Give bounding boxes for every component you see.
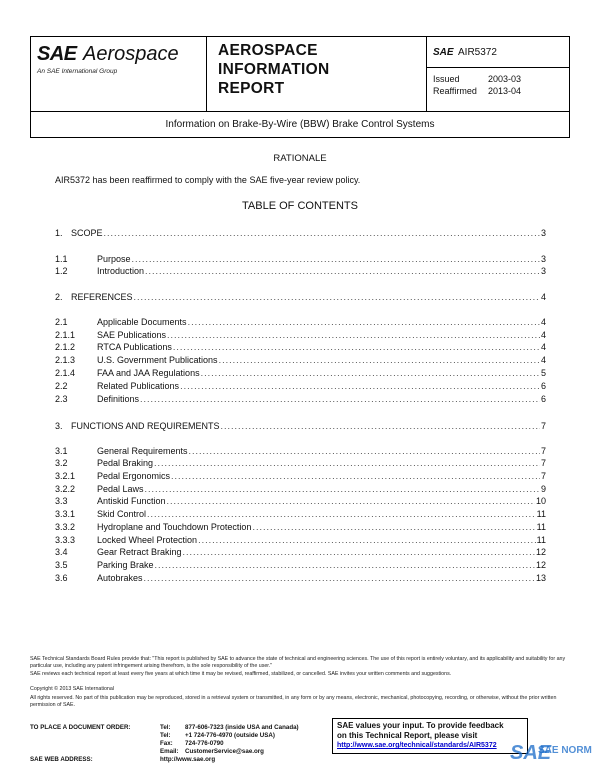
toc-entry-page: 13 <box>535 573 546 583</box>
toc-entry-page: 12 <box>535 547 546 557</box>
toc-entry-title: Pedal Laws <box>97 484 144 494</box>
toc-entry-page: 7 <box>540 421 546 431</box>
toc-entry-number: 3.3.1 <box>55 509 76 519</box>
doc-type-cell <box>206 37 427 111</box>
toc-entry-number: 1.1 <box>55 254 68 264</box>
toc-entry-page: 4 <box>540 355 546 365</box>
toc-leader-dots <box>183 546 535 558</box>
toc-entry[interactable] <box>55 227 546 239</box>
toc-entry-title: Locked Wheel Protection <box>97 535 198 545</box>
doc-number: AIR5372 <box>458 47 497 58</box>
toc-entry[interactable] <box>55 521 546 533</box>
toc-leader-dots <box>252 521 535 533</box>
toc-entry-number: 3.3 <box>55 496 68 506</box>
toc-leader-dots <box>167 495 535 507</box>
toc-heading: TABLE OF CONTENTS <box>242 200 358 212</box>
toc-entry-page: 11 <box>536 522 546 532</box>
rationale-heading: RATIONALE <box>273 153 327 164</box>
toc-entry-title: Introduction <box>97 266 145 276</box>
toc-entry-title: SCOPE <box>71 228 103 238</box>
toc-entry[interactable] <box>55 367 546 379</box>
feedback-box <box>332 718 528 754</box>
divider <box>426 67 569 68</box>
toc-entry-title: Purpose <box>97 254 131 264</box>
tel-label: Tel: <box>160 724 171 731</box>
toc-entry[interactable] <box>55 559 546 571</box>
doc-number-sae: SAE <box>433 47 454 58</box>
toc-entry-page: 12 <box>535 560 546 570</box>
doc-type-line-2: INFORMATION <box>218 61 330 78</box>
toc-leader-dots <box>144 572 535 584</box>
toc-entry-number: 2.2 <box>55 381 68 391</box>
toc-leader-dots <box>145 483 540 495</box>
toc-entry-number: 3.2.2 <box>55 484 76 494</box>
toc-entry-title: Hydroplane and Touchdown Protection <box>97 522 252 532</box>
feedback-line-2: on this Technical Report, please visit <box>337 731 478 740</box>
toc-entry-title: Parking Brake <box>97 560 154 570</box>
toc-leader-dots <box>221 420 540 432</box>
toc-entry[interactable] <box>55 341 546 353</box>
toc-entry-number: 3.3.3 <box>55 535 76 545</box>
toc-leader-dots <box>188 316 540 328</box>
toc-entry-page: 5 <box>540 368 546 378</box>
web-label: SAE WEB ADDRESS: <box>30 756 93 763</box>
toc-entry-page: 4 <box>540 292 546 302</box>
order-label: TO PLACE A DOCUMENT ORDER: <box>30 724 131 731</box>
toc-entry[interactable] <box>55 534 546 546</box>
toc-entry[interactable] <box>55 420 546 432</box>
toc-entry-page: 11 <box>536 535 546 545</box>
toc-entry-title: Applicable Documents <box>97 317 187 327</box>
tel-value: 877-606-7323 (inside USA and Canada) <box>185 724 299 731</box>
toc-entry[interactable] <box>55 316 546 328</box>
toc-entry-title: Definitions <box>97 394 140 404</box>
toc-entry-page: 4 <box>540 317 546 327</box>
toc-entry[interactable] <box>55 483 546 495</box>
doc-type-line-3: REPORT <box>218 80 285 97</box>
toc-entry-title: Skid Control <box>97 509 147 519</box>
footer-review: SAE reviews each technical report at least every five years at which time it may be revised, reaffirmed, stabilized, or cancelled. SAE invites your written comments and suggestions. <box>30 671 452 677</box>
toc-entry-number: 2.1.3 <box>55 355 76 365</box>
document-title: Information on Brake-By-Wire (BBW) Brake Control Systems <box>30 112 570 138</box>
reaffirmed-value: 2013-04 <box>488 86 522 96</box>
toc-entry[interactable] <box>55 265 546 277</box>
toc-entry-title: Antiskid Function <box>97 496 166 506</box>
toc-entry-page: 4 <box>540 342 546 352</box>
document-header <box>30 36 570 112</box>
toc-entry-title: REFERENCES <box>71 292 133 302</box>
toc-entry-title: RTCA Publications <box>97 342 172 352</box>
toc-leader-dots <box>180 380 540 392</box>
toc-leader-dots <box>189 445 540 457</box>
doc-info-cell <box>426 37 569 111</box>
toc-entry-number: 2. <box>55 292 63 302</box>
toc-entry[interactable] <box>55 393 546 405</box>
toc-entry-number: 3.5 <box>55 560 68 570</box>
toc-entry-number: 2.1.2 <box>55 342 76 352</box>
issued-label: Issued <box>433 74 460 84</box>
toc-entry[interactable] <box>55 380 546 392</box>
toc-entry[interactable] <box>55 495 546 507</box>
toc-entry[interactable] <box>55 457 546 469</box>
toc-leader-dots <box>173 341 540 353</box>
toc-entry[interactable] <box>55 508 546 520</box>
toc-entry-title: Pedal Ergonomics <box>97 471 171 481</box>
toc-entry[interactable] <box>55 329 546 341</box>
watermark-logo: SAE <box>510 742 552 764</box>
toc-entry-number: 2.3 <box>55 394 68 404</box>
toc-entry[interactable] <box>55 546 546 558</box>
toc-leader-dots <box>154 457 540 469</box>
toc-entry-page: 9 <box>540 484 546 494</box>
watermark-text: SAE NORM <box>538 745 592 756</box>
toc-leader-dots <box>140 393 540 405</box>
toc-entry-title: FAA and JAA Regulations <box>97 368 200 378</box>
rationale-text: AIR5372 has been reaffirmed to comply with the SAE five-year review policy. <box>55 175 361 185</box>
toc-entry-title: Pedal Braking <box>97 458 154 468</box>
tel2-label: Tel: <box>160 732 171 739</box>
toc-entry[interactable] <box>55 445 546 457</box>
footer-rights: All rights reserved. No part of this publication may be reproduced, stored in a retrieval system or transmitted, in any form or by any means, electronic, mechanical, photocopying, recording, or otherwise, without the prior written permission of SAE. <box>30 695 557 708</box>
toc-entry-page: 3 <box>540 254 546 264</box>
toc-leader-dots <box>147 508 536 520</box>
toc-entry-number: 3.3.2 <box>55 522 76 532</box>
toc-entry[interactable] <box>55 253 546 265</box>
toc-entry-page: 4 <box>540 330 546 340</box>
aerospace-logo-text: Aerospace <box>83 43 179 65</box>
toc-entry-page: 7 <box>540 446 546 456</box>
toc-leader-dots <box>171 470 540 482</box>
fax-value: 724-776-0790 <box>185 740 224 747</box>
toc-entry-number: 3.6 <box>55 573 68 583</box>
email-label: Email: <box>160 748 179 755</box>
toc-entry-page: 7 <box>540 458 546 468</box>
toc-entry-title: Related Publications <box>97 381 180 391</box>
feedback-link[interactable]: http://www.sae.org/technical/standards/AIR5372 <box>337 742 497 749</box>
toc-entry-number: 3.4 <box>55 547 68 557</box>
toc-entry-title: SAE Publications <box>97 330 167 340</box>
reaffirmed-label: Reaffirmed <box>433 86 477 96</box>
toc-entry-number: 2.1.4 <box>55 368 76 378</box>
toc-entry[interactable] <box>55 291 546 303</box>
doc-type-line-1: AEROSPACE <box>218 42 318 59</box>
toc-entry-page: 6 <box>540 381 546 391</box>
toc-entry-number: 1. <box>55 228 63 238</box>
doc-type <box>218 41 330 98</box>
toc-leader-dots <box>104 227 540 239</box>
watermark <box>510 742 590 766</box>
toc-entry[interactable] <box>55 572 546 584</box>
toc-entry-title: FUNCTIONS AND REQUIREMENTS <box>71 421 220 431</box>
toc-leader-dots <box>145 265 540 277</box>
toc-entry[interactable] <box>55 470 546 482</box>
toc-leader-dots <box>132 253 540 265</box>
toc-leader-dots <box>219 354 540 366</box>
toc-entry-title: U.S. Government Publications <box>97 355 218 365</box>
logo-cell <box>31 37 207 111</box>
toc-entry-page: 10 <box>535 496 546 506</box>
toc-leader-dots <box>134 291 540 303</box>
toc-entry-page: 3 <box>540 266 546 276</box>
toc-entry-page: 3 <box>540 228 546 238</box>
toc-entry-number: 3. <box>55 421 63 431</box>
toc-entry-title: General Requirements <box>97 446 188 456</box>
toc-entry-number: 3.2 <box>55 458 68 468</box>
toc-leader-dots <box>167 329 540 341</box>
issued-value: 2003-03 <box>488 74 522 84</box>
footer-copyright: Copyright © 2013 SAE International <box>30 686 114 692</box>
toc-entry-title: Gear Retract Braking <box>97 547 182 557</box>
email-link[interactable]: CustomerService@sae.org <box>185 748 264 755</box>
logo-subtitle: An SAE International Group <box>37 68 118 75</box>
toc-entry[interactable] <box>55 354 546 366</box>
toc-entry-number: 3.1 <box>55 446 68 456</box>
footer-rules: SAE Technical Standards Board Rules provide that: "This report is published by SAE to advance the state of technical and engineering sciences. The use of this report is entirely voluntary, and its applicability and suitability for any particular use, including any patent infringement arising therefrom, is the sole responsibility of the user." <box>30 656 566 669</box>
toc-leader-dots <box>155 559 535 571</box>
toc-entry-title: Autobrakes <box>97 573 143 583</box>
toc-leader-dots <box>201 367 540 379</box>
toc-entry-number: 1.2 <box>55 266 68 276</box>
toc-entry-number: 2.1.1 <box>55 330 76 340</box>
fax-label: Fax: <box>160 740 173 747</box>
toc-entry-page: 7 <box>540 471 546 481</box>
feedback-line-1: SAE values your input. To provide feedback <box>337 721 504 730</box>
toc-entry-number: 2.1 <box>55 317 68 327</box>
toc-entry-page: 11 <box>536 509 546 519</box>
toc-entry-number: 3.2.1 <box>55 471 76 481</box>
toc-leader-dots <box>198 534 536 546</box>
tel2-value: +1 724-776-4970 (outside USA) <box>185 732 275 739</box>
web-link[interactable]: http://www.sae.org <box>160 756 216 763</box>
sae-logo: SAE <box>37 43 77 65</box>
toc-entry-page: 6 <box>540 394 546 404</box>
